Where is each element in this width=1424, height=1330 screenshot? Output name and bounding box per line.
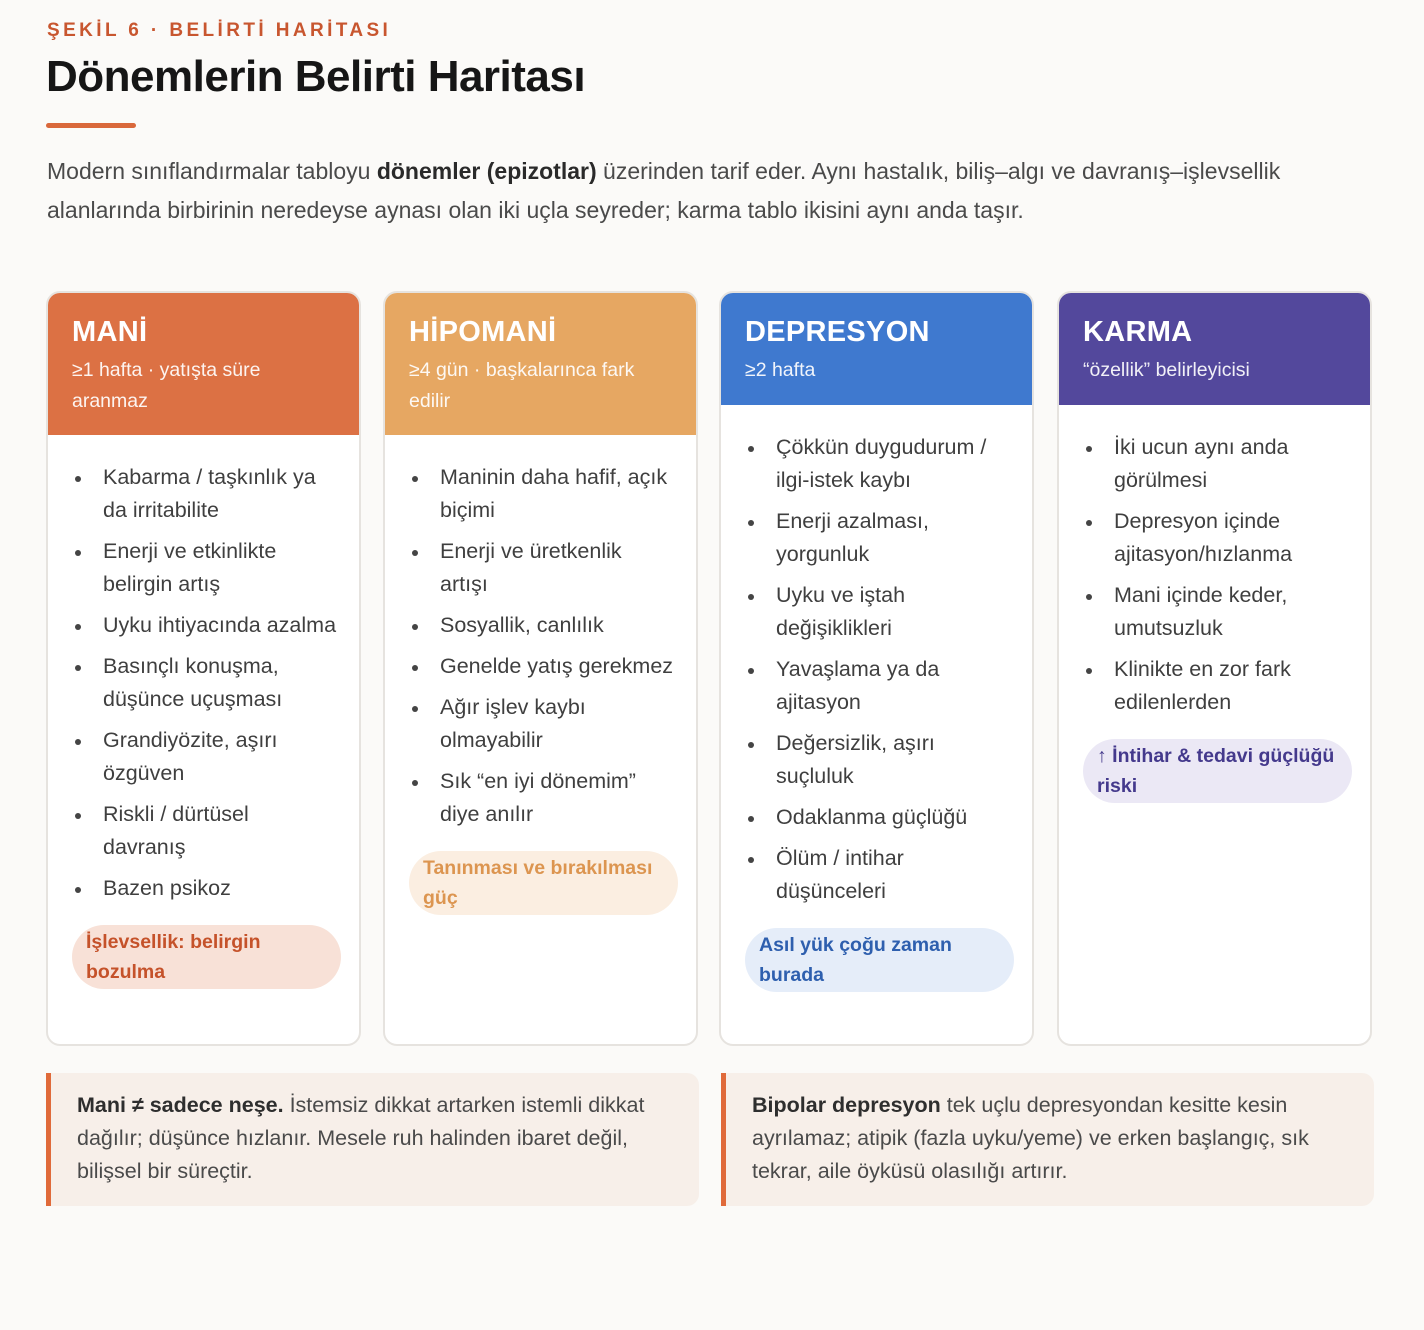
list-item: Uyku ihtiyacında azalma xyxy=(72,609,337,642)
card-note-badge: Tanınması ve bırakılması güç xyxy=(409,851,678,915)
list-item: Enerji ve üretkenlik artışı xyxy=(409,535,674,601)
list-item: Yavaşlama ya da ajitasyon xyxy=(745,653,1010,719)
card-note-badge: İşlevsellik: belirgin bozulma xyxy=(72,925,341,989)
list-item: Enerji azalması, yorgunluk xyxy=(745,505,1010,571)
card-title: DEPRESYON xyxy=(745,316,930,348)
callout-bold: Mani ≠ sadece neşe. xyxy=(77,1093,284,1117)
list-item: İki ucun aynı anda görülmesi xyxy=(1083,431,1348,497)
list-item: Sık “en iyi dönemim” diye anılır xyxy=(409,765,674,831)
callout-bold: Bipolar depresyon xyxy=(752,1093,941,1117)
card-body xyxy=(1059,405,1370,803)
symptom-list xyxy=(745,431,1010,908)
symptom-list xyxy=(72,461,337,905)
intro-text-start: Modern sınıflandırmalar tabloyu xyxy=(47,158,377,184)
page-title: Dönemlerin Belirti Haritası xyxy=(46,52,586,101)
card-title: HİPOMANİ xyxy=(409,316,557,348)
list-item: Mani içinde keder, umutsuzluk xyxy=(1083,579,1348,645)
list-item: Çökkün duygudurum / ilgi-istek kaybı xyxy=(745,431,1010,497)
symptom-list xyxy=(1083,431,1348,719)
symptom-list xyxy=(409,461,674,831)
card-title: KARMA xyxy=(1083,316,1193,348)
intro-text-end: üzerinden tarif eder. Aynı hastalık, biliş–algı ve davranış–işlevsellik alanlarında birbirinin neredeyse aynası olan iki uçla seyreder; karma tablo ikisini aynı anda taşır. xyxy=(47,158,1281,223)
card-header xyxy=(1059,293,1370,405)
card-note-badge: ↑ İntihar & tedavi güçlüğü riski xyxy=(1083,739,1352,803)
card-mania xyxy=(46,291,361,1046)
list-item: Ölüm / intihar düşünceleri xyxy=(745,842,1010,908)
intro-paragraph xyxy=(47,152,1307,229)
card-mixed xyxy=(1057,291,1372,1046)
list-item: Enerji ve etkinlikte belirgin artış xyxy=(72,535,337,601)
card-hypomania xyxy=(383,291,698,1046)
list-item: Genelde yatış gerekmez xyxy=(409,650,674,683)
list-item: Klinikte en zor fark edilenlerden xyxy=(1083,653,1348,719)
list-item: Depresyon içinde ajitasyon/hızlanma xyxy=(1083,505,1348,571)
card-body xyxy=(721,405,1032,992)
list-item: Maninin daha hafif, açık biçimi xyxy=(409,461,674,527)
card-header xyxy=(721,293,1032,405)
callout-bipolar-depression xyxy=(721,1073,1374,1206)
list-item: Sosyallik, canlılık xyxy=(409,609,674,642)
figure-eyebrow: ŞEKİL 6 · BELİRTİ HARİTASI xyxy=(47,20,392,41)
callout-text: tek uçlu depresyondan kesitte kesin ayrılamaz; atipik (fazla uyku/yeme) ve erken başlangıç, sık tekrar, aile öyküsü olasılığı artırır. xyxy=(752,1093,1309,1183)
card-header xyxy=(385,293,696,435)
list-item: Riskli / dürtüsel davranış xyxy=(72,798,337,864)
card-body xyxy=(385,435,696,915)
list-item: Bazen psikoz xyxy=(72,872,337,905)
list-item: Odaklanma güçlüğü xyxy=(745,801,1010,834)
card-subtitle: ≥1 hafta · yatışta süre aranmaz xyxy=(72,359,261,412)
list-item: Grandiyözite, aşırı özgüven xyxy=(72,724,337,790)
intro-emphasis: dönemler (epizotlar) xyxy=(376,158,597,184)
callout-text: İstemsiz dikkat artarken istemli dikkat dağılır; düşünce hızlanır. Mesele ruh halinden ibaret değil, bilişsel bir süreçtir. xyxy=(77,1093,645,1183)
list-item: Ağır işlev kaybı olmayabilir xyxy=(409,691,674,757)
title-underline xyxy=(46,123,136,128)
card-body xyxy=(48,435,359,989)
card-note-badge: Asıl yük çoğu zaman burada xyxy=(745,928,1014,992)
list-item: Değersizlik, aşırı suçluluk xyxy=(745,727,1010,793)
list-item: Basınçlı konuşma, düşünce uçuşması xyxy=(72,650,337,716)
card-subtitle: ≥2 hafta xyxy=(745,359,816,381)
list-item: Kabarma / taşkınlık ya da irritabilite xyxy=(72,461,337,527)
list-item: Uyku ve iştah değişiklikleri xyxy=(745,579,1010,645)
card-title: MANİ xyxy=(72,316,148,348)
card-subtitle: “özellik” belirleyicisi xyxy=(1083,359,1250,381)
card-depression xyxy=(719,291,1034,1046)
card-subtitle: ≥4 gün · başkalarınca fark edilir xyxy=(409,359,635,412)
card-header xyxy=(48,293,359,435)
callout-mania xyxy=(46,1073,699,1206)
